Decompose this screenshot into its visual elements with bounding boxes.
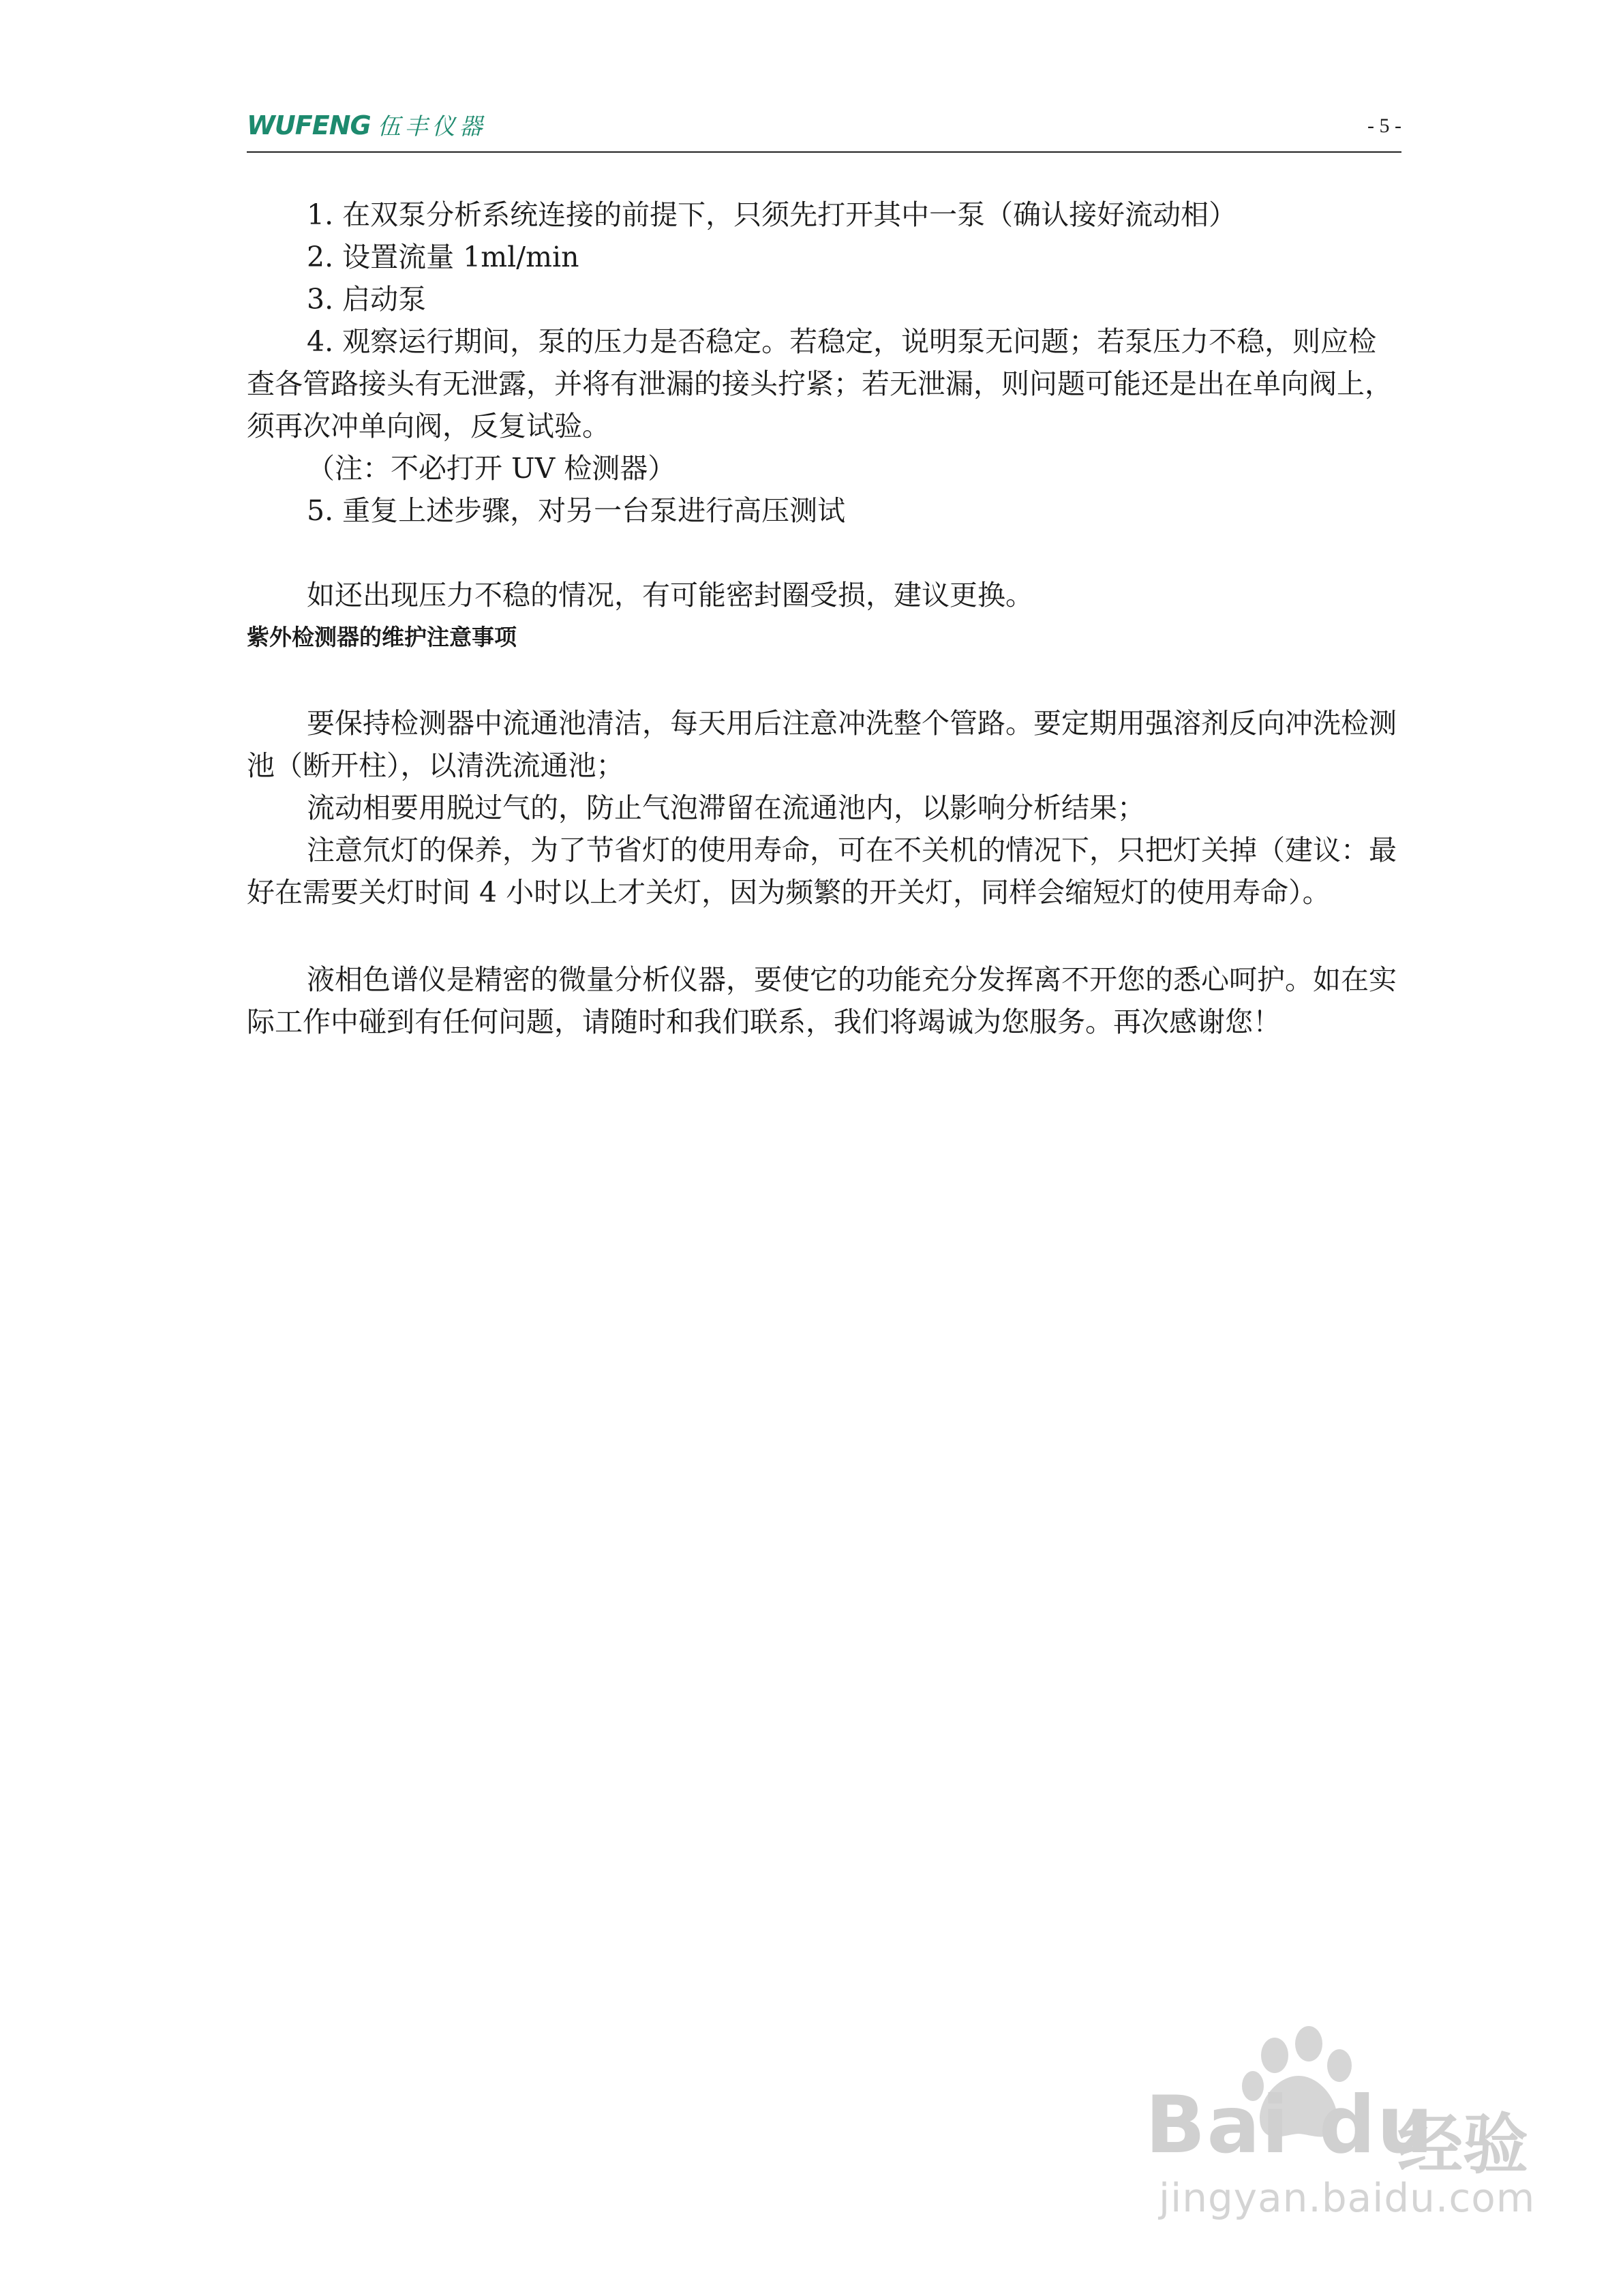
- closing-paragraph: 液相色谱仪是精密的微量分析仪器，要使它的功能充分发挥离不开您的悉心呵护。如在实际工作中碰到有任何问题，请随时和我们联系，我们将竭诚为您服务。再次感谢您！: [247, 963, 1397, 1038]
- step-1: 1. 在双泵分析系统连接的前提下，只须先打开其中一泵（确认接好流动相）: [307, 198, 1237, 231]
- wufeng-logo: [247, 108, 487, 141]
- logo-chinese-text: 伍丰仪器: [377, 113, 487, 140]
- step-2: 2. 设置流量 1ml/min: [307, 241, 579, 273]
- watermark-brand: Bai du: [1145, 2079, 1435, 2171]
- section-heading-uv-maintenance: 紫外检测器的维护注意事项: [247, 624, 517, 650]
- uv-paragraph-clean: 要保持检测器中流通池清洁，每天用后注意冲洗整个管路。要定期用强溶剂反向冲洗检测池（断开柱），以清洗流通池；: [247, 707, 1397, 782]
- watermark-url: jingyan.baidu.com: [1159, 2175, 1536, 2221]
- document-body: [247, 194, 1401, 1043]
- step-4: 4. 观察运行期间，泵的压力是否稳定。若稳定，说明泵无问题；若泵压力不稳，则应检查各管路接头有无泄露，并将有泄漏的接头拧紧；若无泄漏，则问题可能还是出在单向阀上，须再次冲单向阀，反复试验。: [247, 325, 1393, 442]
- pressure-note: 如还出现压力不稳的情况，有可能密封圈受损，建议更换。: [307, 579, 1033, 611]
- page-header: [247, 102, 1401, 151]
- logo-latin-text: WUFENG: [247, 110, 371, 140]
- uv-paragraph-degas: 流动相要用脱过气的，防止气泡滞留在流通池内，以影响分析结果；: [307, 791, 1145, 824]
- page-number: - 5 -: [1367, 115, 1401, 137]
- step-5: 5. 重复上述步骤，对另一台泵进行高压测试: [307, 494, 846, 527]
- uv-paragraph-lamp: 注意氘灯的保养，为了节省灯的使用寿命，可在不关机的情况下，只把灯关掉（建议：最好在需要关灯时间 4 小时以上才关灯，因为频繁的开关灯，同样会缩短灯的使用寿命）。: [247, 834, 1397, 909]
- watermark-jingyan: 经验: [1397, 2106, 1528, 2183]
- baidu-jingyan-watermark: [1132, 2018, 1568, 2263]
- header-divider: [247, 151, 1401, 153]
- uv-note: （注：不必打开 UV 检测器）: [307, 452, 676, 485]
- step-3: 3. 启动泵: [307, 283, 427, 316]
